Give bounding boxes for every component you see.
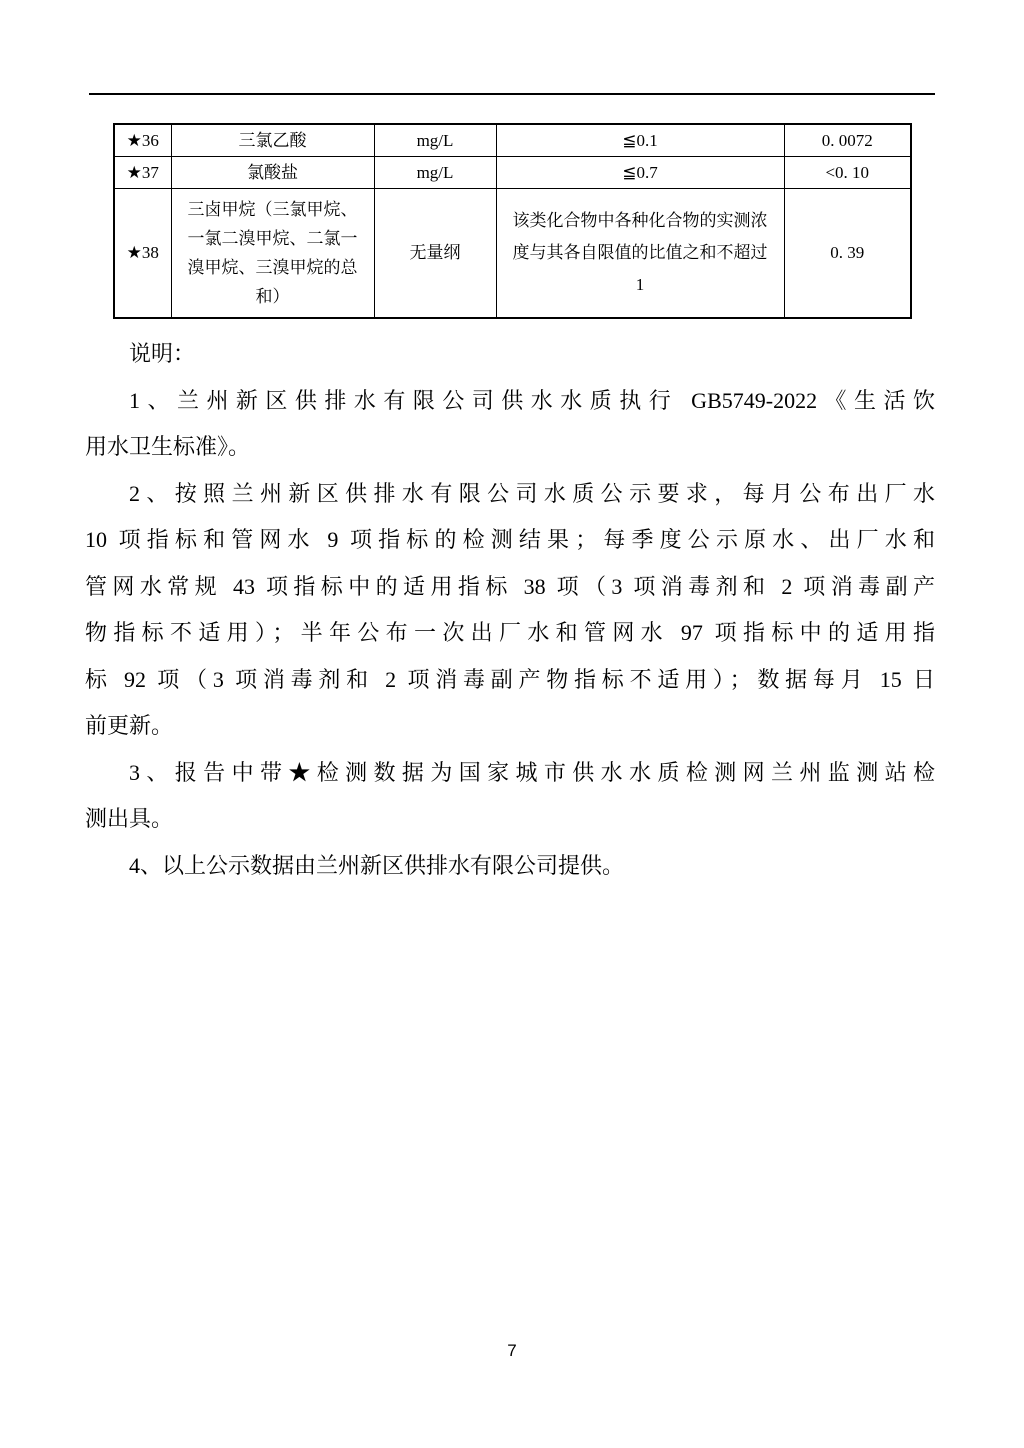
param-limit-line: 度与其各自限值的比值之和不超过: [512, 243, 768, 262]
notes-line: 1、兰州新区供排水有限公司供水水质执行 GB5749-2022《生活饮: [129, 387, 935, 413]
param-value-cell: <0. 10: [784, 157, 911, 189]
param-limit-cell: ≦0.1: [496, 124, 784, 157]
notes-line: 4、以上公示数据由兰州新区供排水有限公司提供。: [129, 852, 625, 878]
param-name-line: 一氯二溴甲烷、二氯一: [187, 229, 358, 248]
param-id-cell: ★38: [114, 189, 171, 319]
page-number: 7: [507, 1341, 517, 1360]
param-limit-line: 该类化合物中各种化合物的实测浓: [512, 211, 768, 230]
water-quality-table: [113, 123, 912, 319]
notes-line: 标 92 项（3 项消毒剂和 2 项消毒副产物指标不适用）；数据每月 15 日: [85, 666, 935, 692]
param-limit-line: 1: [635, 275, 645, 294]
table-row: [114, 189, 911, 319]
notes-line: 用水卫生标准》。: [85, 434, 251, 459]
notes-line: 10 项指标和管网水 9 项指标的检测结果；每季度公示原水、出厂水和: [85, 527, 935, 552]
param-limit-cell: [496, 189, 784, 319]
param-unit-cell: mg/L: [374, 124, 496, 157]
param-id-cell: ★37: [114, 157, 171, 189]
param-value-cell: 0. 39: [784, 189, 911, 319]
table-row: [114, 157, 911, 189]
param-unit-cell: 无量纲: [374, 189, 496, 319]
param-limit-cell: ≦0.7: [496, 157, 784, 189]
param-name-cell: 氯酸盐: [171, 157, 374, 189]
param-name-cell: 三氯乙酸: [171, 124, 374, 157]
notes-line: 测出具。: [85, 806, 174, 831]
notes-section: [85, 331, 935, 889]
param-unit-cell: mg/L: [374, 157, 496, 189]
param-name-line: 和）: [255, 287, 290, 306]
param-name-line: 溴甲烷、三溴甲烷的总: [187, 258, 358, 277]
param-name-line: 三卤甲烷（三氯甲烷、: [187, 200, 358, 219]
notes-line: 物指标不适用）；半年公布一次出厂水和管网水 97 项指标中的适用指: [85, 620, 935, 645]
param-value-cell: 0. 0072: [784, 124, 911, 157]
notes-line: 2、按照兰州新区供排水有限公司水质公示要求，每月公布出厂水: [129, 480, 935, 506]
notes-line: 管网水常规 43 项指标中的适用指标 38 项（3 项消毒剂和 2 项消毒副产: [85, 573, 935, 599]
param-id-cell: ★36: [114, 124, 171, 157]
notes-line: 前更新。: [85, 713, 174, 738]
notes-line: 3、报告中带★检测数据为国家城市供水水质检测网兰州监测站检: [129, 759, 935, 785]
param-name-cell: [171, 189, 374, 319]
notes-heading: 说明：: [129, 341, 196, 366]
header-divider-line: [89, 93, 935, 95]
table-row: [114, 124, 911, 157]
